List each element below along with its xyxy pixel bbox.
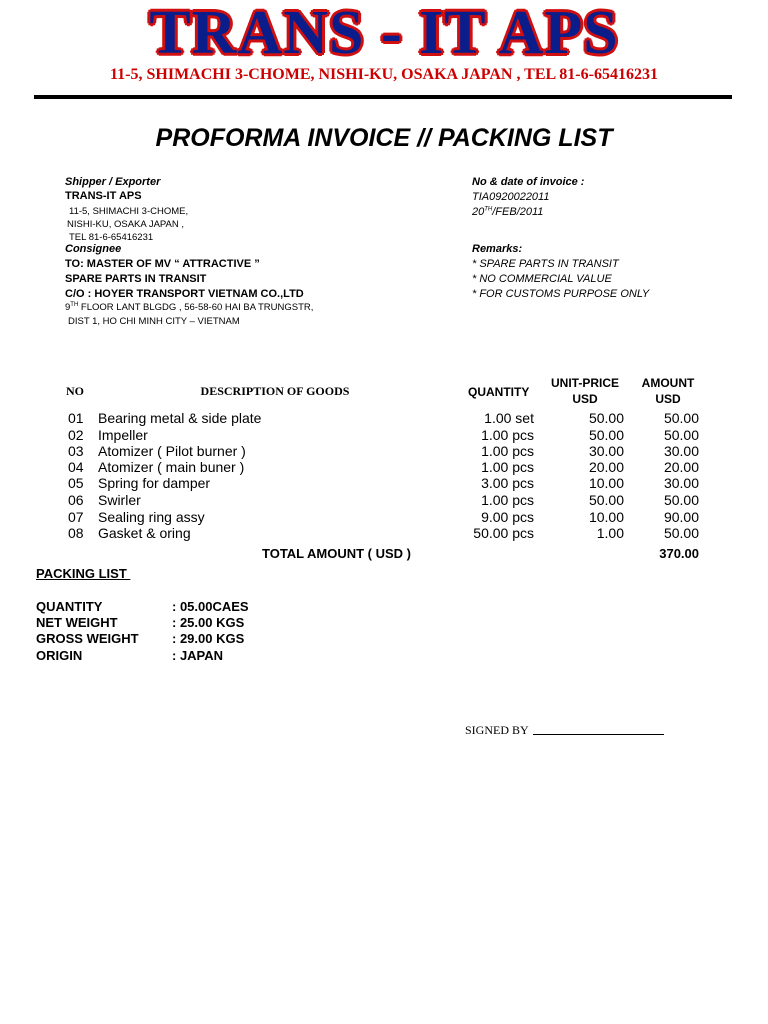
remark-line: * NO COMMERCIAL VALUE [472, 273, 612, 285]
signed-by-label: SIGNED BY [465, 723, 529, 737]
total-amount-label: TOTAL AMOUNT ( USD ) [262, 546, 412, 561]
invoice-date-day: 20 [472, 206, 485, 218]
consignee-line: TO: MASTER OF MV “ ATTRACTIVE ” [65, 258, 260, 270]
floor-suffix: TH [70, 302, 79, 308]
floor-number: 9 [65, 302, 71, 314]
packing-value-net-weight: : 25.00 KGS [172, 615, 245, 630]
row-description: Impeller [98, 427, 148, 443]
row-no: 02 [68, 427, 84, 443]
shipper-address-line: TEL 81-6-65416231 [69, 232, 154, 243]
row-no: 03 [68, 443, 84, 459]
row-amount: 90.00 [663, 509, 699, 525]
row-quantity: 50.00 pcs [473, 525, 534, 541]
column-header-description: DESCRIPTION OF GOODS [200, 384, 350, 398]
row-description: Atomizer ( Pilot burner ) [98, 443, 246, 459]
row-unit-price: 50.00 [588, 427, 624, 443]
column-header-amount-currency: USD [655, 392, 681, 406]
row-amount: 50.00 [663, 492, 699, 508]
column-header-unit-price: UNIT-PRICE [550, 376, 619, 390]
row-no: 07 [68, 509, 84, 525]
remark-line: * FOR CUSTOMS PURPOSE ONLY [472, 288, 650, 300]
row-no: 05 [68, 475, 84, 491]
row-amount: 30.00 [663, 443, 699, 459]
row-quantity: 1.00 pcs [481, 492, 534, 508]
row-no: 08 [68, 525, 84, 541]
packing-label-quantity: QUANTITY [36, 599, 103, 614]
row-unit-price: 10.00 [588, 475, 624, 491]
row-description: Gasket & oring [98, 525, 191, 541]
row-amount: 50.00 [663, 525, 699, 541]
consignee-line: C/O : HOYER TRANSPORT VIETNAM CO.,LTD [65, 288, 304, 300]
row-amount: 50.00 [663, 410, 699, 426]
packing-label-net-weight: NET WEIGHT [36, 615, 118, 630]
consignee-line: SPARE PARTS IN TRANSIT [65, 273, 207, 285]
shipper-name: TRANS-IT APS [65, 190, 142, 202]
consignee-label: Consignee [65, 243, 122, 255]
row-description: Atomizer ( main buner ) [98, 459, 245, 475]
packing-value-quantity: : 05.00CAES [172, 599, 249, 614]
packing-label-gross-weight: GROSS WEIGHT [36, 631, 139, 646]
invoice-number: TIA0920022011 [472, 191, 550, 203]
packing-list-heading: PACKING LIST [36, 566, 131, 581]
row-description: Bearing metal & side plate [98, 410, 262, 426]
row-amount: 50.00 [663, 427, 699, 443]
company-name: TRANS - IT APS [149, 0, 619, 67]
row-description: Sealing ring assy [98, 509, 205, 525]
row-unit-price: 50.00 [588, 410, 624, 426]
invoice-label: No & date of invoice : [472, 176, 585, 188]
document-title: PROFORMA INVOICE // PACKING LIST [155, 124, 613, 152]
row-unit-price: 30.00 [588, 443, 624, 459]
invoice-date [472, 206, 543, 218]
consignee-address-line: DIST 1, HO CHI MINH CITY – VIETNAM [68, 316, 240, 327]
row-quantity: 1.00 set [484, 410, 534, 426]
packing-label-origin: ORIGIN [36, 648, 83, 663]
shipper-label: Shipper / Exporter [65, 176, 161, 188]
shipper-address-line: 11-5, SHIMACHI 3-CHOME, [69, 206, 189, 217]
row-quantity: 1.00 pcs [481, 427, 534, 443]
row-amount: 30.00 [663, 475, 699, 491]
shipper-address-line: NISHI-KU, OSAKA JAPAN , [67, 219, 185, 230]
remarks-label: Remarks: [472, 243, 523, 255]
consignee-address-line [65, 302, 313, 313]
row-no: 06 [68, 492, 84, 508]
remark-line: * SPARE PARTS IN TRANSIT [472, 258, 619, 270]
row-unit-price: 20.00 [588, 459, 624, 475]
row-quantity: 1.00 pcs [481, 459, 534, 475]
header-divider [34, 95, 732, 99]
row-unit-price: 50.00 [588, 492, 624, 508]
row-description: Swirler [98, 492, 141, 508]
column-header-no: NO [66, 384, 84, 398]
company-address: 11-5, SHIMACHI 3-CHOME, NISHI-KU, OSAKA JAPAN , TEL 81-6-65416231 [110, 66, 658, 83]
row-no: 04 [68, 459, 84, 475]
floor-address-rest: FLOOR LANT BLGDG , 56-58-60 HAI BA TRUNGSTR, [78, 302, 314, 314]
row-description: Spring for damper [98, 475, 211, 491]
row-quantity: 1.00 pcs [481, 443, 534, 459]
column-header-quantity: QUANTITY [468, 385, 530, 399]
packing-value-origin: : JAPAN [172, 648, 224, 663]
row-unit-price: 1.00 [596, 525, 624, 541]
signature-block [465, 723, 664, 738]
row-amount: 20.00 [663, 459, 699, 475]
signature-line [533, 733, 664, 735]
total-amount-value: 370.00 [659, 546, 699, 561]
column-header-amount: AMOUNT [641, 376, 695, 390]
invoice-date-rest: /FEB/2011 [492, 206, 544, 218]
row-no: 01 [68, 410, 84, 426]
row-quantity: 9.00 pcs [481, 509, 534, 525]
row-quantity: 3.00 pcs [481, 475, 534, 491]
row-unit-price: 10.00 [588, 509, 624, 525]
column-header-unit-price-currency: USD [572, 392, 598, 406]
invoice-date-suffix: TH [484, 206, 493, 213]
packing-value-gross-weight: : 29.00 KGS [172, 631, 245, 646]
